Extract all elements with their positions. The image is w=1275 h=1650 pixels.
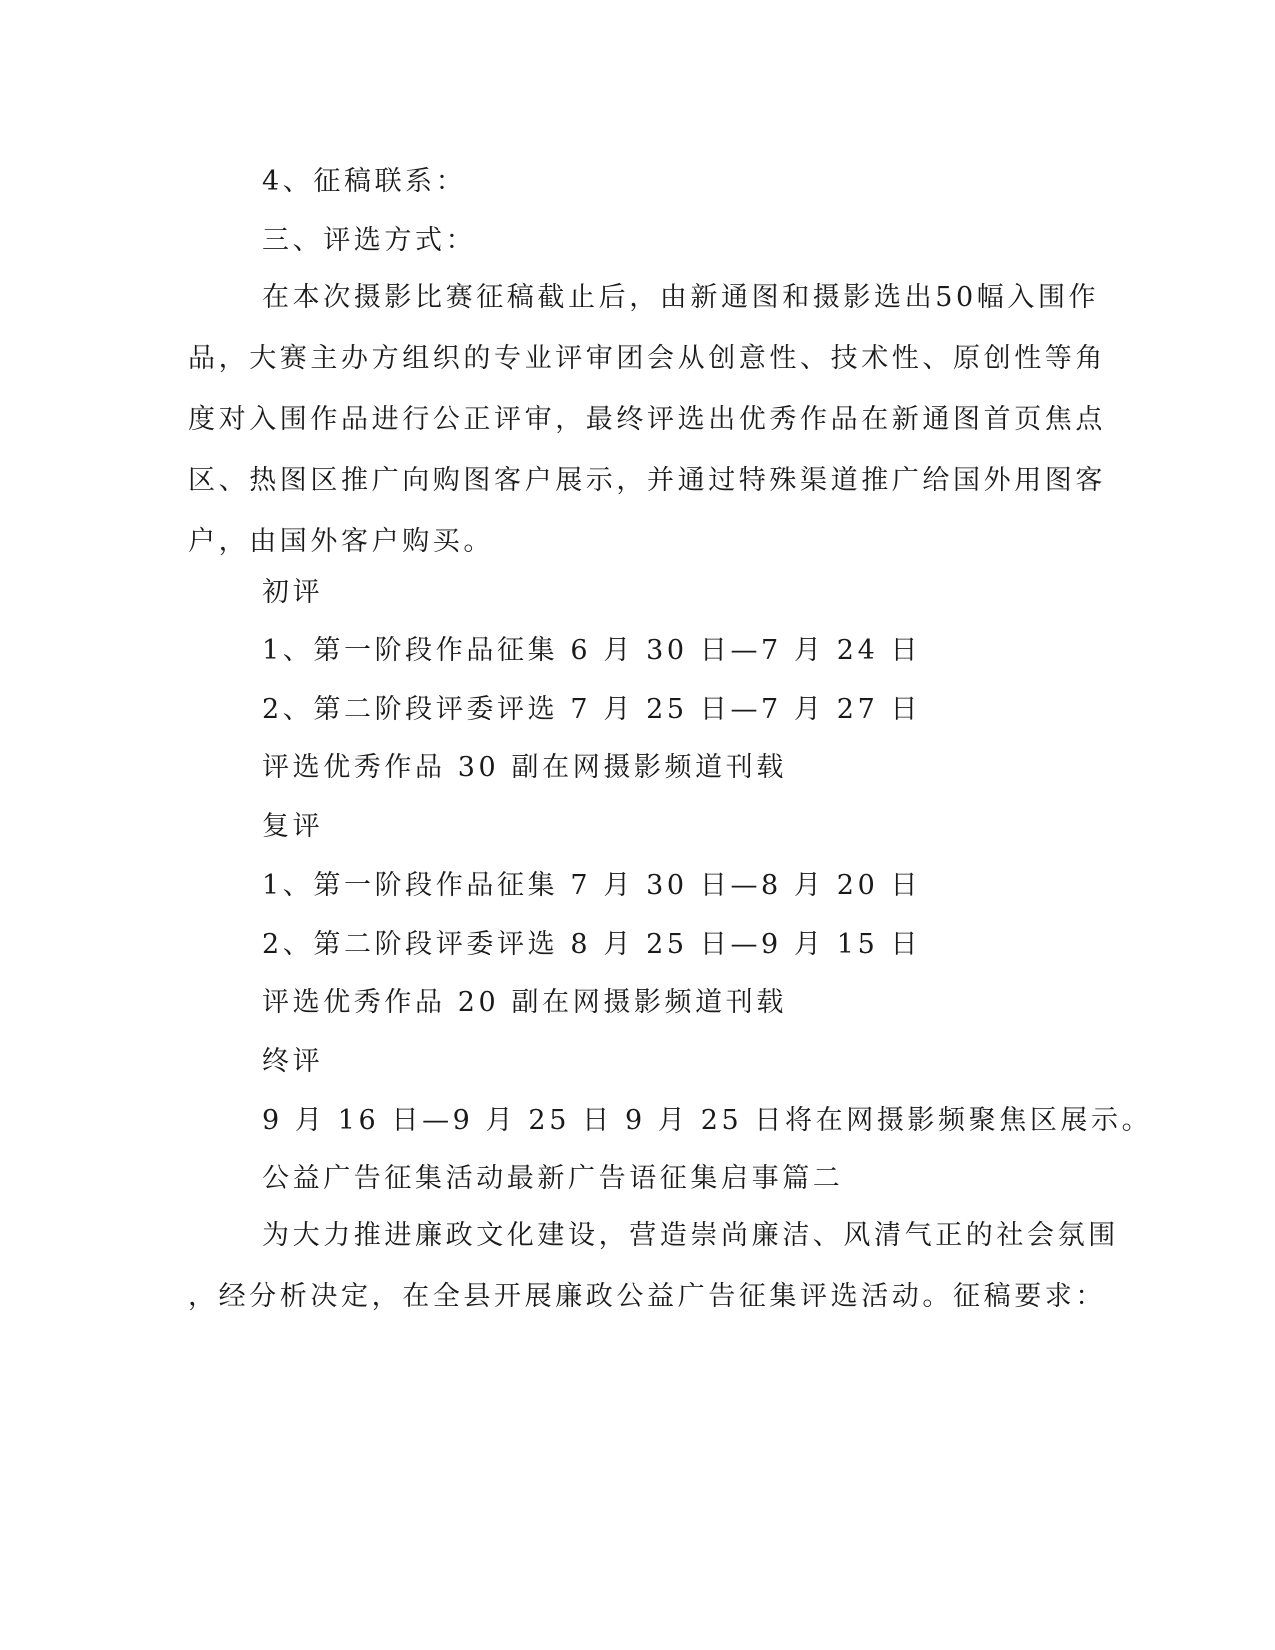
paragraph-line: 在本次摄影比赛征稿截止后，由新通图和摄影选出50幅入围作	[262, 282, 1100, 313]
paragraph-line: 品，大赛主办方组织的专业评审团会从创意性、技术性、原创性等角	[188, 343, 1106, 374]
schedule-line: 1、第一阶段作品征集 7 月 30 日—8 月 20 日	[262, 870, 922, 901]
schedule-line: 1、第一阶段作品征集 6 月 30 日—7 月 24 日	[262, 635, 922, 666]
schedule-note: 评选优秀作品 20 副在网摄影频道刊载	[262, 987, 787, 1018]
schedule-line: 2、第二阶段评委评选 7 月 25 日—7 月 27 日	[262, 694, 922, 725]
paragraph-line: 为大力推进廉政文化建设，营造崇尚廉洁、风清气正的社会氛围	[262, 1220, 1119, 1251]
paragraph-line: 户，由国外客户购买。	[188, 526, 494, 557]
selection-paragraph	[188, 267, 1106, 572]
schedule-note: 评选优秀作品 30 副在网摄影频道刊载	[262, 752, 787, 783]
schedule-line: 9 月 16 日—9 月 25 日 9 月 25 日将在网摄影频聚焦区展示。	[262, 1105, 1153, 1136]
intro-paragraph	[188, 1205, 1119, 1327]
selection-method-heading: 三、评选方式：	[262, 225, 477, 256]
contact-heading: 4、征稿联系：	[262, 166, 467, 197]
preliminary-heading: 初评	[262, 577, 324, 608]
paragraph-line: 区、热图区推广向购图客户展示，并通过特殊渠道推广给国外用图客	[188, 465, 1106, 496]
schedule-line: 2、第二阶段评委评选 8 月 25 日—9 月 15 日	[262, 929, 922, 960]
paragraph-line: 度对入围作品进行公正评审，最终评选出优秀作品在新通图首页焦点	[188, 404, 1106, 435]
paragraph-line: ，经分析决定，在全县开展廉政公益广告征集评选活动。征稿要求：	[188, 1281, 1106, 1312]
final-review-heading: 终评	[262, 1046, 324, 1077]
section-title: 公益广告征集活动最新广告语征集启事篇二	[262, 1163, 844, 1194]
second-review-heading: 复评	[262, 811, 324, 842]
